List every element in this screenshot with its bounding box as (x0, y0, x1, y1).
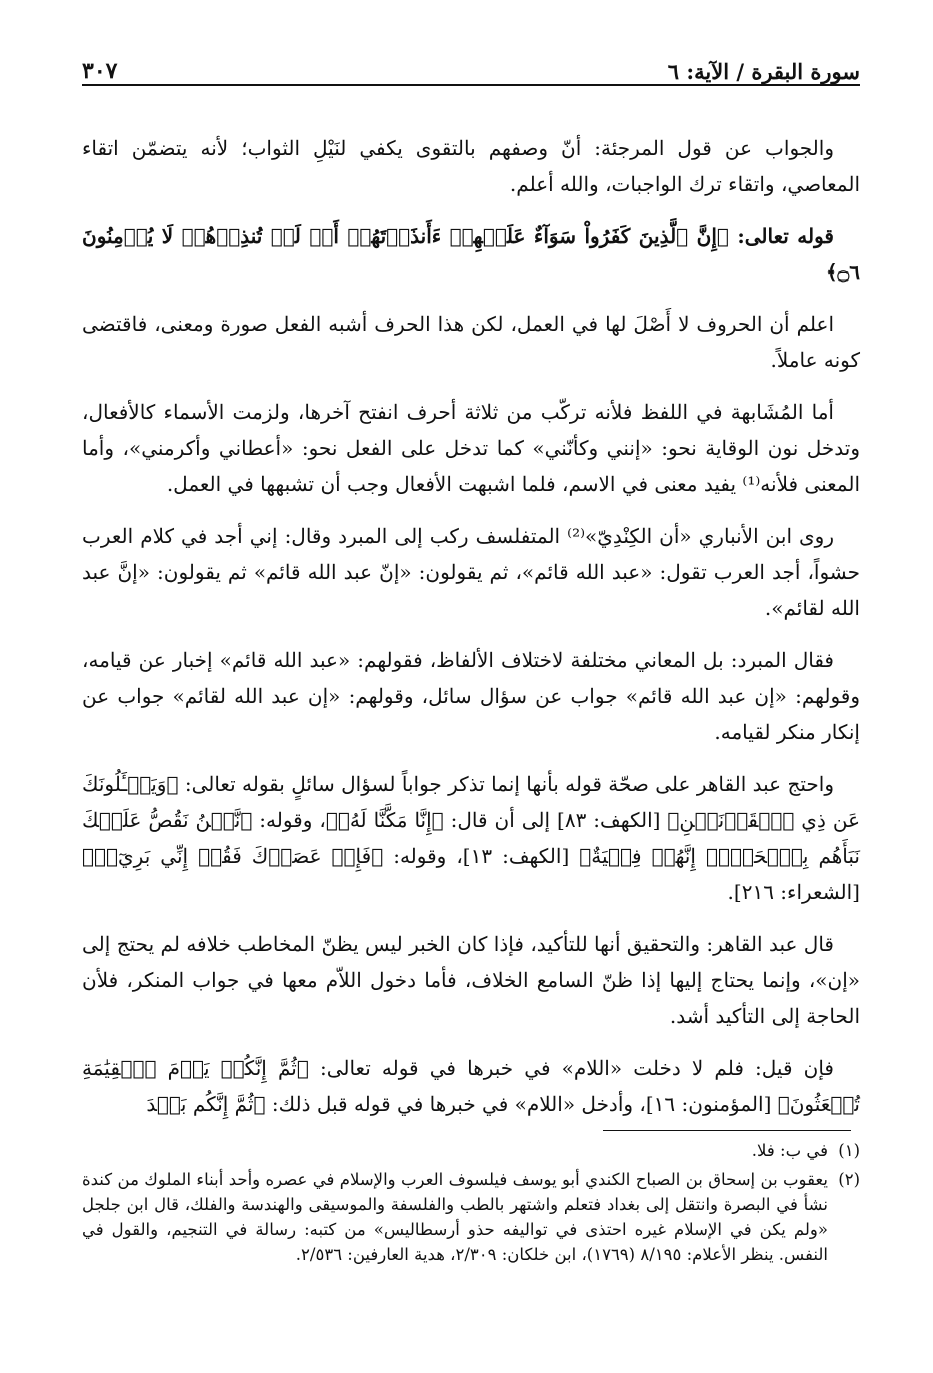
quran-verse-paragraph: قوله تعالى: ﴿إِنَّ ٱلَّذِينَ كَفَرُواْ سَوَآءٌ عَلَيۡهِمۡ ءَأَنذَرۡتَهُمۡ أَمۡ لَمۡ تُنذِرۡهُمۡ لَا يُؤۡمِنُونَ ۝٦﴾ (82, 224, 860, 284)
paragraph: أما المُشَابهة في اللفظ فلأنه تركّب من ثلاثة أحرف انفتح آخرها، ولزمت الأسماء كالأفعال، وتدخل نون الوقاية نحو: «إنني وكأنّني» كما تدخل على الفعل نحو: «أعطاني وأكرمني»، وأما المعنى فلأنه⁽¹⁾ يفيد معنى في الاسم، فلما اشبهت الأفعال وجب أن تشبهها في العمل. (82, 400, 860, 496)
paragraph: اعلم أن الحروف لا أَصْلَ لها في العمل، لكن هذا الحرف أشبه الفعل صورة ومعنى، فاقتضى كونه عاملاً. (82, 312, 860, 372)
running-header (82, 48, 860, 86)
footnote-text: يعقوب بن إسحاق بن الصباح الكندي أبو يوسف فيلسوف العرب والإسلام في عصره وأحد أبناء الملوك من كندة نشأ في البصرة وانتقل إلى بغداد فتعلم واشتهر بالطب والفلسفة والموسيقى والهندسة والفلك، قال ابن جلجل «ولم يكن في الإسلام غيره احتذى في تواليفه حذو أرسطاليس» من كتبه: رسالة في التنجيم، والقول في النفس. ينظر الأعلام: ٨/١٩٥ (١٧٦٩)، ابن خلكان: ٢/٣٠٩، هدية العارفين: ٢/٥٣٦. (82, 1170, 828, 1264)
paragraph: فإن قيل: فلم لا دخلت «اللام» في خبرها في قوله تعالى: ﴿ثُمَّ إِنَّكُمۡ يَوۡمَ ٱلۡقِيَٰمَةِ تُبۡعَثُونَ﴾ [المؤمنون: ١٦]، وأدخل «اللام» في خبرها في قوله قبل ذلك: ﴿ثُمَّ إِنَّكُم بَعۡدَ (82, 1056, 860, 1116)
main-text (82, 130, 860, 1122)
paragraph: والجواب عن قول المرجئة: أنّ وصفهم بالتقوى يكفي لنَيْلِ الثواب؛ لأنه يتضمّن اتقاء المعاصي، واتقاء ترك الواجبات، والله أعلم. (82, 136, 860, 196)
footnote-number: (١) (838, 1141, 860, 1160)
footnote-text: في ب: فلا. (751, 1141, 828, 1160)
paragraph: واحتج عبد القاهر على صحّة قوله بأنها إنما تذكر جواباً لسؤال سائلٍ بقوله تعالى: ﴿وَيَسۡـَٔلُونَكَ عَن ذِي ٱلۡقَرۡنَيۡنِ﴾ [الكهف: ٨٣] إلى أن قال: ﴿إِنَّا مَكَّنَّا لَهُۥ﴾، وقوله: ﴿نَّحۡنُ نَقُصُّ عَلَيۡكَ نَبَأَهُم بِٱلۡحَقِّۚ إِنَّهُمۡ فِتۡيَةٌ﴾ [الكهف: ١٣]، وقوله: ﴿فَإِنۡ عَصَوۡكَ فَقُلۡ إِنِّي بَرِيٓءٞ﴾ [الشعراء: ٢١٦]. (82, 772, 860, 904)
footnote-number: (٢) (838, 1170, 860, 1189)
paragraph: روى ابن الأنباري «أن الكِنْدِيّ»⁽²⁾ المتفلسف ركب إلى المبرد وقال: إني أجد في كلام العرب حشواً، أجد العرب تقول: «عبد الله قائم»، ثم يقولون: «إنّ عبد الله قائم» ثم يقولون: «إنَّ عبد الله لقائم». (82, 524, 860, 620)
header-title: سورة البقرة / الآية: ٦ (667, 59, 860, 84)
footnote (82, 1167, 860, 1267)
paragraph: قال عبد القاهر: والتحقيق أنها للتأكيد، فإذا كان الخبر ليس يظنّ المخاطب خلافه لم يحتج إلى «إن»، وإنما يحتاج إليها إذا ظنّ السامع الخلاف، فأما دخول اللاّم معها في جواب المنكر، فلأن الحاجة إلى التأكيد أشد. (82, 932, 860, 1028)
page-number: ٣٠٧ (82, 58, 118, 84)
paragraph: فقال المبرد: بل المعاني مختلفة لاختلاف الألفاظ، فقولهم: «عبد الله قائم» إخبار عن قيامه، وقولهم: «إن عبد الله قائم» جواب عن سؤال سائل، وقولهم: «إن عبد الله لقائم» جواب عن إنكار منكر لقيامه. (82, 648, 860, 744)
footnote-divider (603, 1130, 851, 1131)
footnote (82, 1138, 860, 1163)
footnotes (82, 1138, 860, 1271)
page (82, 48, 860, 1138)
